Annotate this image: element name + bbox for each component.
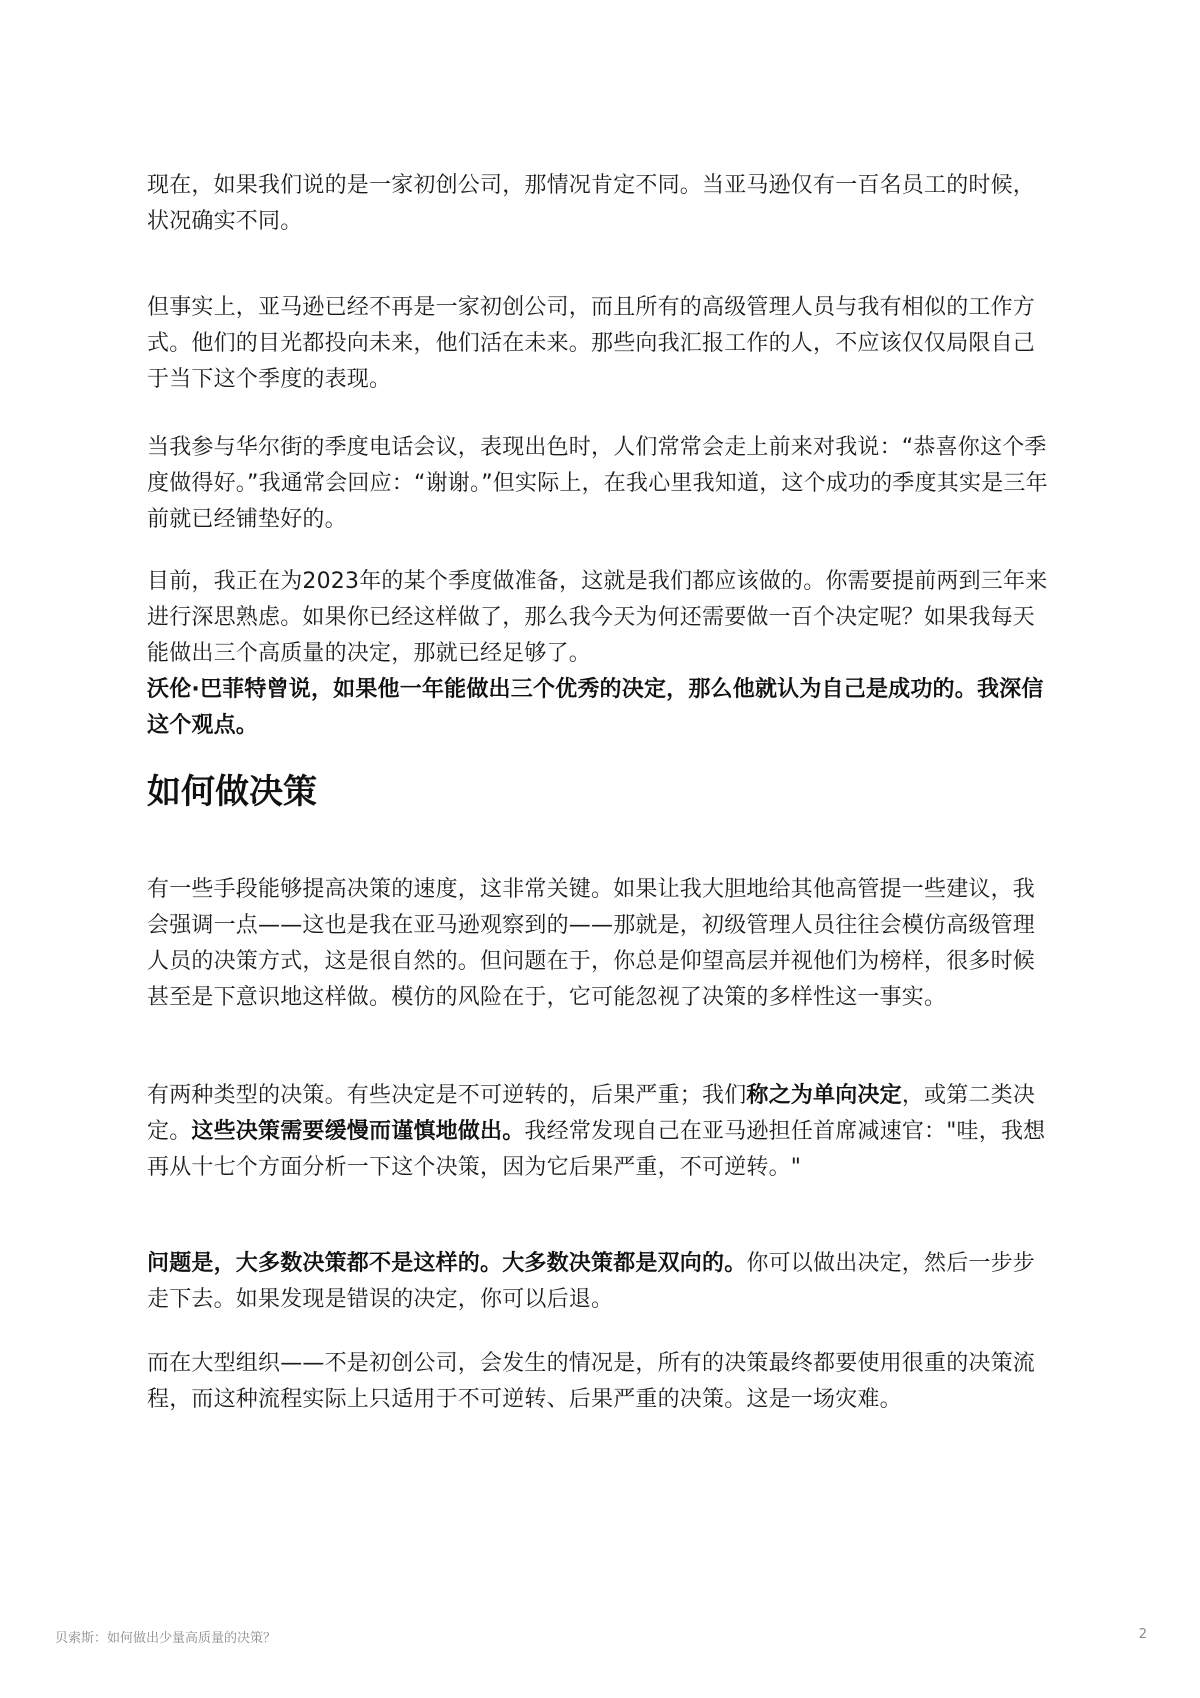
paragraph-2023-quarter <box>147 564 1057 744</box>
paragraph-amazon-not-startup <box>147 290 1057 398</box>
bold-slow-careful: 这些决策需要缓慢而谨慎地做出。 <box>191 1119 525 1144</box>
paragraph-text: 有两种类型的决策。有些决定是不可逆转的，后果严重；我们 <box>147 1083 747 1108</box>
footer-document-title: 贝索斯：如何做出少量高质量的决策？ <box>55 1631 277 1646</box>
paragraph-startup <box>147 168 1057 240</box>
paragraph-text: 有一些手段能够提高决策的速度，这非常关键。如果让我大胆地给其他高管提一些建议，我会强调一点——这也是我在亚马逊观察到的——那就是，初级管理人员往往会模仿高级管理人员的决策方式，这是很自然的。但问题在于，你总是仰望高层并视他们为榜样，很多时候甚至是下意识地这样做。模仿的风险在于，它可能忽视了决策的多样性这一事实。 <box>147 877 1036 1010</box>
paragraph-text: 你可以做出决定，然后一步步走下去。如果发现是错误的决定，你可以后退。 <box>147 1251 1036 1312</box>
paragraph-text: 但事实上，亚马逊已经不再是一家初创公司，而且所有的高级管理人员与我有相似的工作方式。他们的目光都投向未来，他们活在未来。那些向我汇报工作的人，不应该仅仅局限自己于当下这个季度的表现。 <box>147 295 1036 392</box>
paragraph-wall-street-call <box>147 430 1057 538</box>
paragraph-text: 目前，我正在为2023年的某个季度做准备，这就是我们都应该做的。你需要提前两到三年来进行深思熟虑。如果你已经这样做了，那么我今天为何还需要做一百个决定呢？如果我每天能做出三个高质量的决定，那就已经足够了。 <box>147 569 1048 666</box>
paragraph-large-organization <box>147 1346 1057 1418</box>
paragraph-text: 当我参与华尔街的季度电话会议，表现出色时，人们常常会走上前来对我说：“恭喜你这个季度做得好。”我通常会回应：“谢谢。”但实际上，在我心里我知道，这个成功的季度其实是三年前就已经铺垫好的。 <box>147 435 1048 532</box>
paragraph-two-types <box>147 1078 1057 1186</box>
paragraph-decision-speed <box>147 872 1057 1016</box>
paragraph-text: 现在，如果我们说的是一家初创公司，那情况肯定不同。当亚马逊仅有一百名员工的时候，状况确实不同。 <box>147 173 1036 234</box>
paragraph-text: ，或第二类决定。 <box>147 1083 1036 1144</box>
bold-one-way-decision: 称之为单向决定 <box>746 1083 902 1108</box>
section-heading: 如何做决策 <box>147 772 317 812</box>
footer-page-number: 2 <box>1138 1627 1147 1642</box>
bold-two-way: 问题是，大多数决策都不是这样的。大多数决策都是双向的。 <box>147 1251 747 1276</box>
paragraph-text: 我经常发现自己在亚马逊担任首席减速官："哇，我想再从十七个方面分析一下这个决策，因为它后果严重，不可逆转。" <box>147 1119 1046 1180</box>
bold-quote-buffett: 沃伦·巴菲特曾说，如果他一年能做出三个优秀的决定，那么他就认为自己是成功的。我深信这个观点。 <box>147 677 1044 738</box>
paragraph-text: 而在大型组织——不是初创公司，会发生的情况是，所有的决策最终都要使用很重的决策流程，而这种流程实际上只适用于不可逆转、后果严重的决策。这是一场灾难。 <box>147 1351 1036 1412</box>
paragraph-two-way-decisions <box>147 1246 1057 1318</box>
